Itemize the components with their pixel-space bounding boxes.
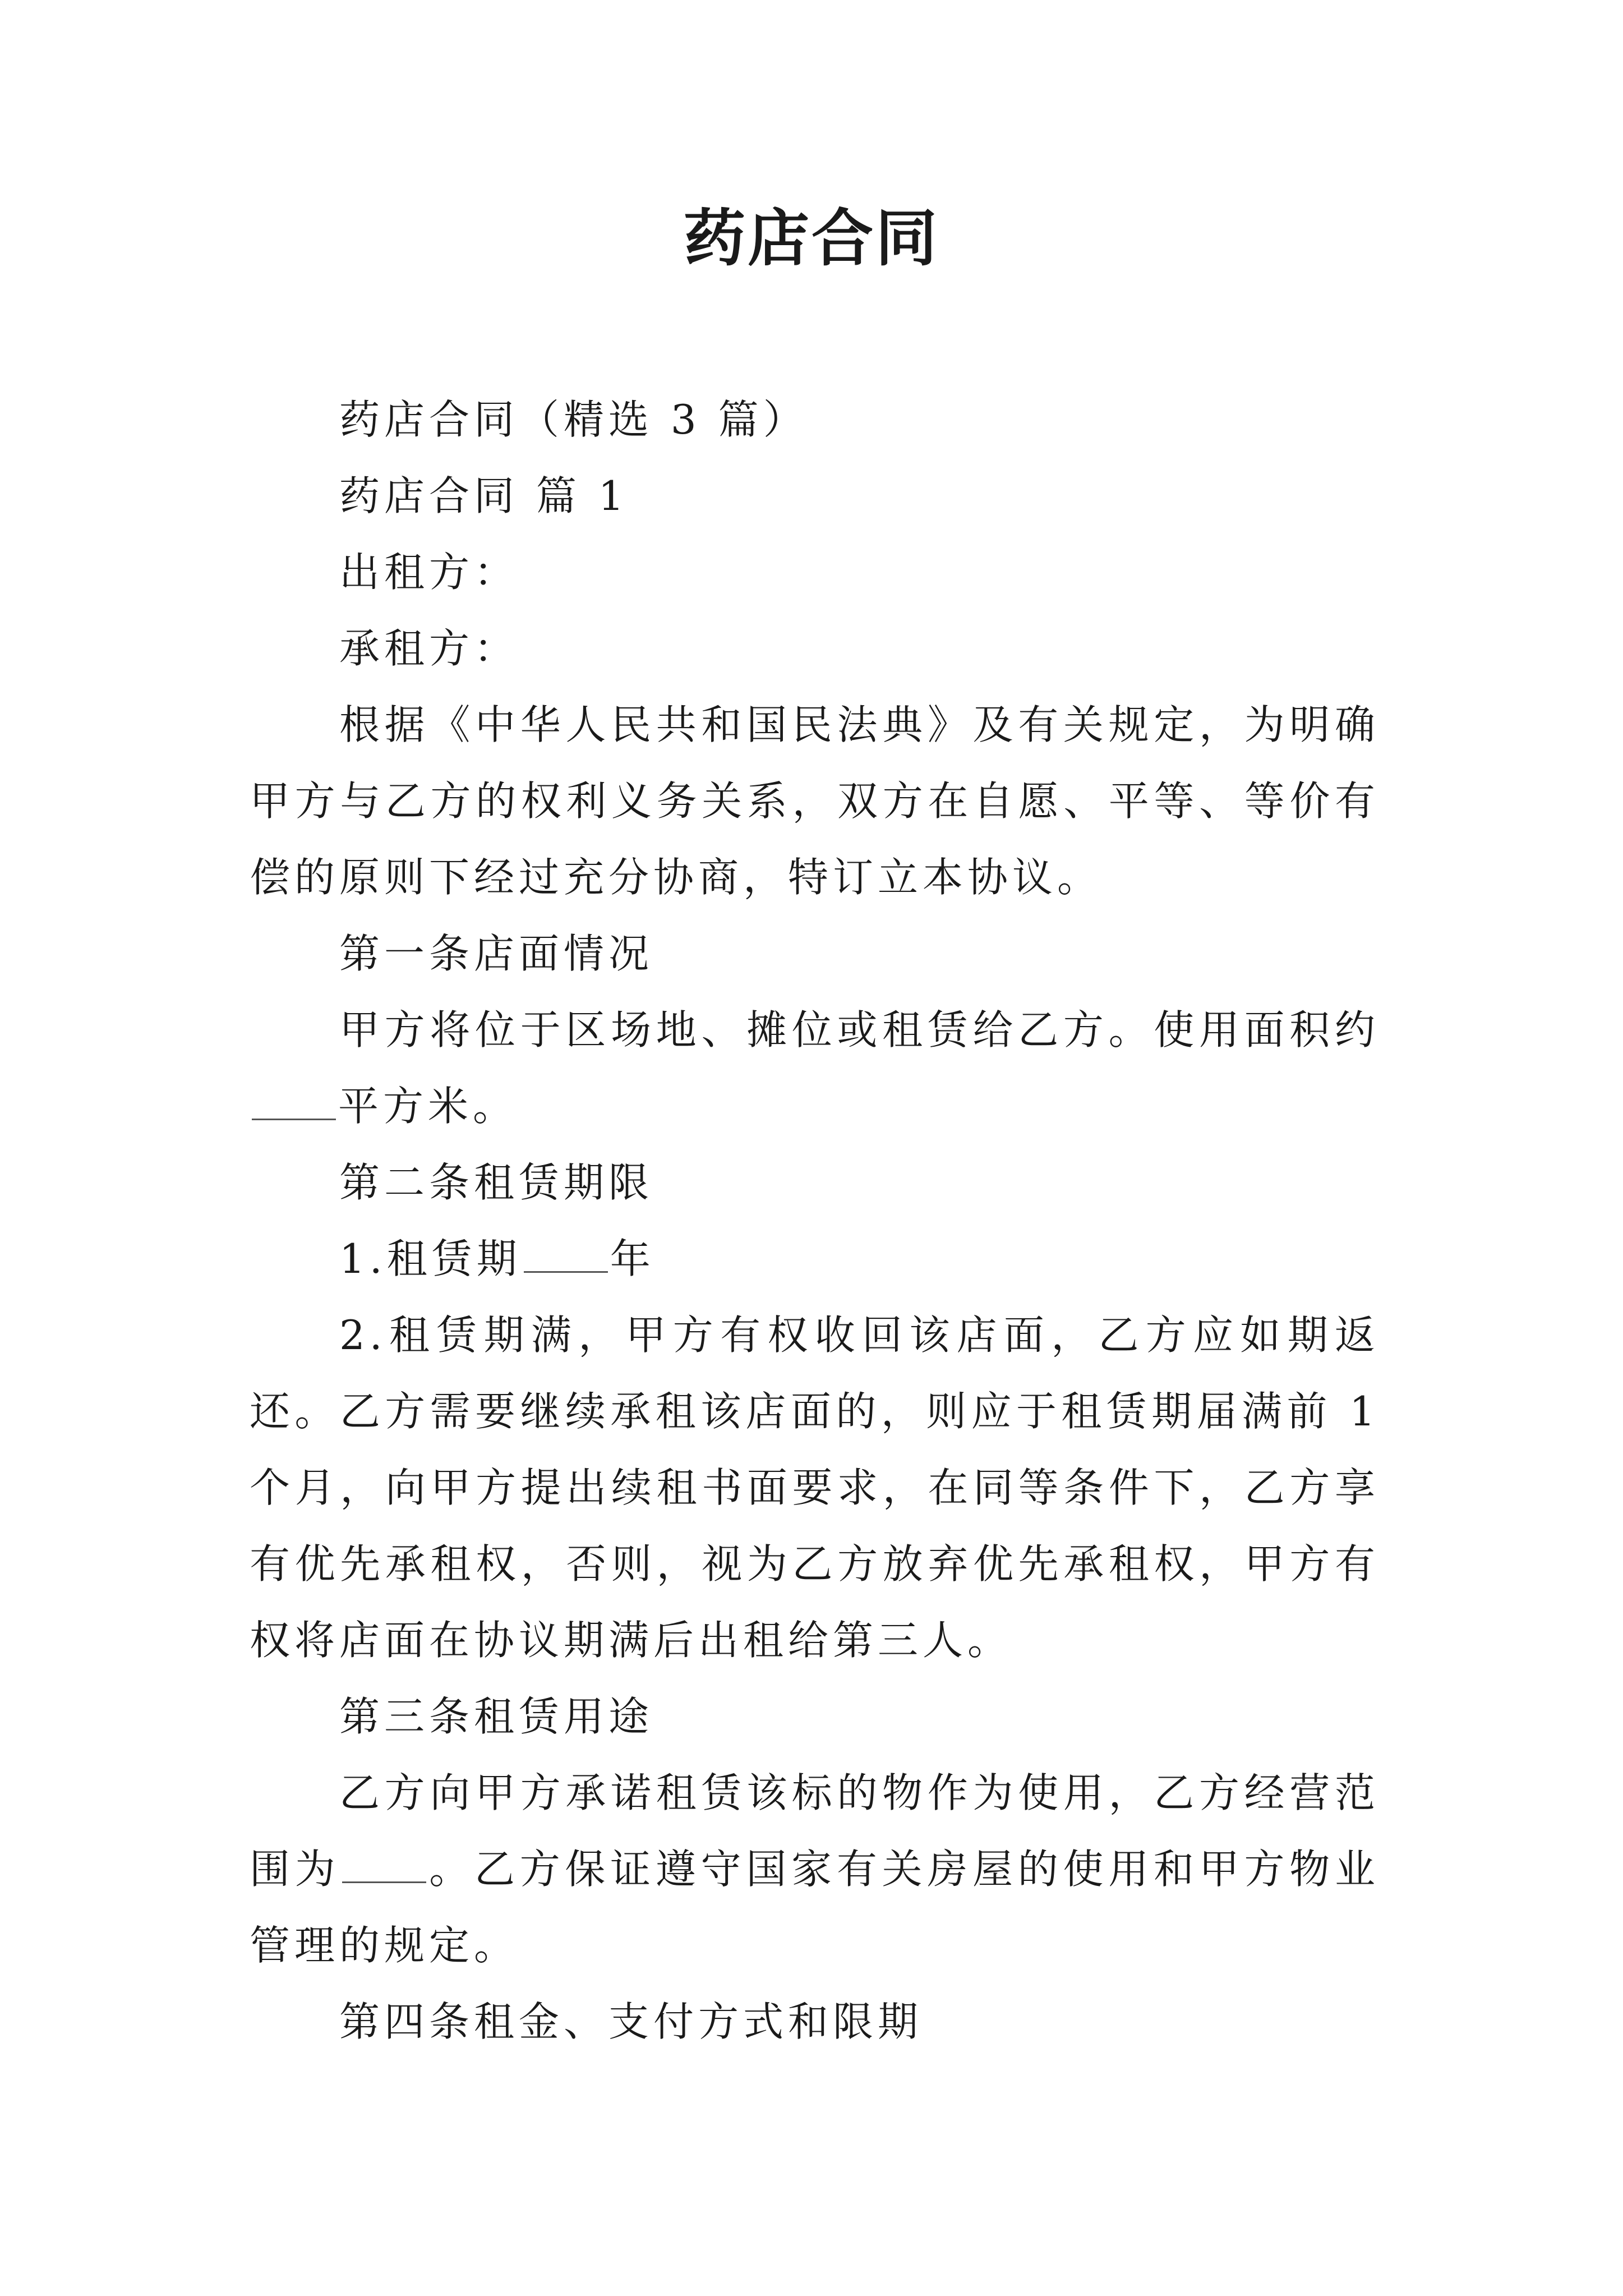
- article-3-heading: [250, 1678, 1380, 1755]
- paragraph-text: 第二条租赁期限: [339, 1159, 654, 1206]
- paragraph-text: 年: [610, 1235, 655, 1282]
- paragraph-text: 乙方向甲方承诺租赁该标的物作为使用，乙方经营范围为: [250, 1769, 1380, 1893]
- paragraph-text: 第四条租金、支付方式和限期: [339, 1998, 923, 2045]
- article-2-heading: [250, 1144, 1380, 1221]
- paragraph-text: 平方米。: [338, 1083, 518, 1130]
- article-2-item-2: [250, 1297, 1380, 1678]
- article-3-body: [250, 1755, 1380, 1984]
- paragraph-text: 1.租赁期: [339, 1235, 522, 1282]
- fill-blank-term: [524, 1235, 608, 1273]
- paragraph-text: 。乙方保证遵守国家有关房屋的使用和甲方物业管理的规定。: [250, 1846, 1380, 1969]
- paragraph-text: 承租方：: [339, 625, 519, 672]
- paragraph-text: 药店合同 篇 1: [339, 472, 629, 519]
- fill-blank-area: [252, 1082, 336, 1120]
- paragraph-subtitle: [250, 381, 1380, 458]
- paragraph-preamble: [250, 687, 1380, 915]
- document-body: [250, 381, 1380, 2060]
- paragraph-lessee: [250, 610, 1380, 687]
- paragraph-lessor: [250, 534, 1380, 610]
- fill-blank-scope: [342, 1845, 426, 1883]
- article-2-item-1: [250, 1221, 1380, 1297]
- paragraph-text: 第三条租赁用途: [339, 1693, 654, 1740]
- paragraph-section-heading: [250, 458, 1380, 534]
- article-1-body: [250, 992, 1380, 1144]
- article-4-heading: [250, 1984, 1380, 2060]
- paragraph-text: 甲方将位于区场地、摊位或租赁给乙方。使用面积约: [339, 1006, 1380, 1053]
- document-title: 药店合同: [684, 202, 939, 274]
- paragraph-text: 第一条店面情况: [339, 930, 654, 977]
- paragraph-text: 药店合同（精选 3 篇）: [339, 396, 808, 443]
- paragraph-text: 根据《中华人民共和国民法典》及有关规定，为明确甲方与乙方的权利义务关系，双方在自愿、平等、等价有偿的原则下经过充分协商，特订立本协议。: [250, 701, 1380, 901]
- paragraph-text: 2.租赁期满，甲方有权收回该店面，乙方应如期返还。乙方需要继续承租该店面的，则应于租赁期届满前 1 个月，向甲方提出续租书面要求，在同等条件下，乙方享有优先承租权，否则，视为乙方放弃优先承租权，甲方有权将店面在协议期满后出租给第三人。: [250, 1312, 1380, 1664]
- article-1-heading: [250, 915, 1380, 992]
- paragraph-text: 出租方：: [339, 549, 519, 596]
